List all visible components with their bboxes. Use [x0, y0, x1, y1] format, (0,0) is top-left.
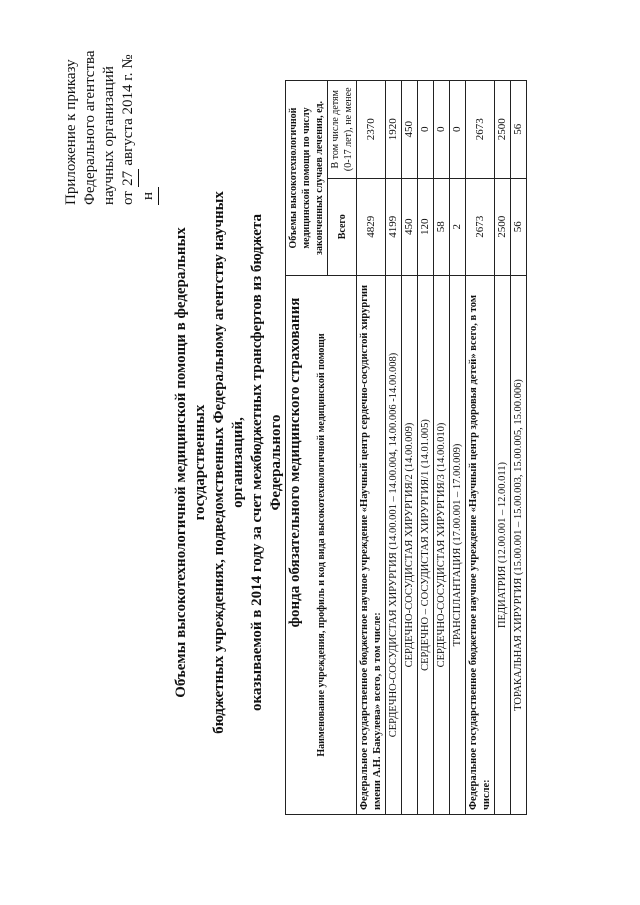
row-children-cell: 0	[418, 81, 434, 179]
volumes-table	[285, 80, 527, 815]
row-name-cell: СЕРДЕЧНО – СОСУДИСТАЯ ХИРУРГИЯ/1 (14.01.005)	[418, 276, 434, 815]
row-children-cell: 56	[511, 81, 527, 179]
row-total-cell: 450	[402, 178, 418, 276]
col-name-header: Наименование учреждения, профиль и код вида высокотехнологичной медицинской помощи	[286, 276, 357, 815]
title-line-3: оказываемой в 2014 году за счет межбюджетных трансфертов из бюджета Федерального	[249, 213, 284, 712]
col-group-header: Объемы высокотехнологичной медицинской помощи по числу законченных случаев лечения, ед.	[286, 81, 328, 276]
row-children-cell: 2673	[466, 81, 495, 179]
row-name-cell: Федеральное государственное бюджетное научное учреждение «Научный центр здоровья детей» всего, в том числе:	[466, 276, 495, 815]
appendix-block	[62, 35, 159, 205]
title-line-1: Объемы высокотехнологичной медицинской помощи в федеральных государственных	[173, 227, 208, 698]
table-row	[495, 81, 511, 815]
table-header-row	[286, 81, 328, 815]
row-name-cell: СЕРДЕЧНО-СОСУДИСТАЯ ХИРУРГИЯ/2 (14.00.009)	[402, 276, 418, 815]
row-total-cell: 2	[450, 178, 466, 276]
row-children-cell: 450	[402, 81, 418, 179]
appendix-line-1: Приложение к приказу	[63, 59, 79, 205]
row-name-cell: СЕРДЕЧНО-СОСУДИСТАЯ ХИРУРГИЯ (14.00.001 – 14.00.004, 14.00.006 -14.00.008)	[386, 276, 402, 815]
date-rest: августа 2014 г. №	[120, 54, 136, 166]
order-number: н	[139, 187, 159, 205]
appendix-line-3: научных организаций	[101, 66, 117, 205]
row-children-cell: 2500	[495, 81, 511, 179]
row-total-cell: 4199	[386, 178, 402, 276]
table-row	[466, 81, 495, 815]
row-total-cell: 2500	[495, 178, 511, 276]
table-row	[434, 81, 450, 815]
table-row	[450, 81, 466, 815]
col-children-header: В том числе детям (0-17 лет), не менее	[328, 81, 357, 179]
row-total-cell: 120	[418, 178, 434, 276]
table-row	[402, 81, 418, 815]
table-body	[357, 81, 527, 815]
table-row	[418, 81, 434, 815]
row-name-cell: СЕРДЕЧНО-СОСУДИСТАЯ ХИРУРГИЯ/3 (14.00.010)	[434, 276, 450, 815]
title-line-4: фонда обязательного медицинского страхования	[287, 297, 303, 628]
row-name-cell: ТОРАКАЛЬНАЯ ХИРУРГИЯ (15.00.001 – 15.00.003, 15.00.005, 15.00.006)	[511, 276, 527, 815]
row-name-cell: Федеральное государственное бюджетное научное учреждение «Научный центр сердечно-сосудистой хирургии имени А.Н. Бакулева» всего, в том числе:	[357, 276, 386, 815]
row-name-cell: ТРАНСПЛАНТАЦИЯ (17.00.001 – 17.00.009)	[450, 276, 466, 815]
row-total-cell: 4829	[357, 178, 386, 276]
row-children-cell: 0	[434, 81, 450, 179]
row-children-cell: 2370	[357, 81, 386, 179]
row-total-cell: 56	[511, 178, 527, 276]
date-day: 27	[119, 169, 139, 187]
row-total-cell: 58	[434, 178, 450, 276]
title-line-2: бюджетных учреждениях, подведомственных Федеральному агентству научных организаций,	[211, 191, 246, 734]
row-name-cell: ПЕДИАТРИЯ (12.00.001 – 12.00.011)	[495, 276, 511, 815]
appendix-line-2: Федерального агентства	[82, 50, 98, 205]
row-children-cell: 0	[450, 81, 466, 179]
date-prefix: от	[120, 191, 136, 205]
row-total-cell: 2673	[466, 178, 495, 276]
table-row	[386, 81, 402, 815]
table-row	[357, 81, 386, 815]
table-row	[511, 81, 527, 815]
row-children-cell: 1920	[386, 81, 402, 179]
appendix-date-line	[119, 35, 159, 205]
col-total-header: Всего	[328, 178, 357, 276]
